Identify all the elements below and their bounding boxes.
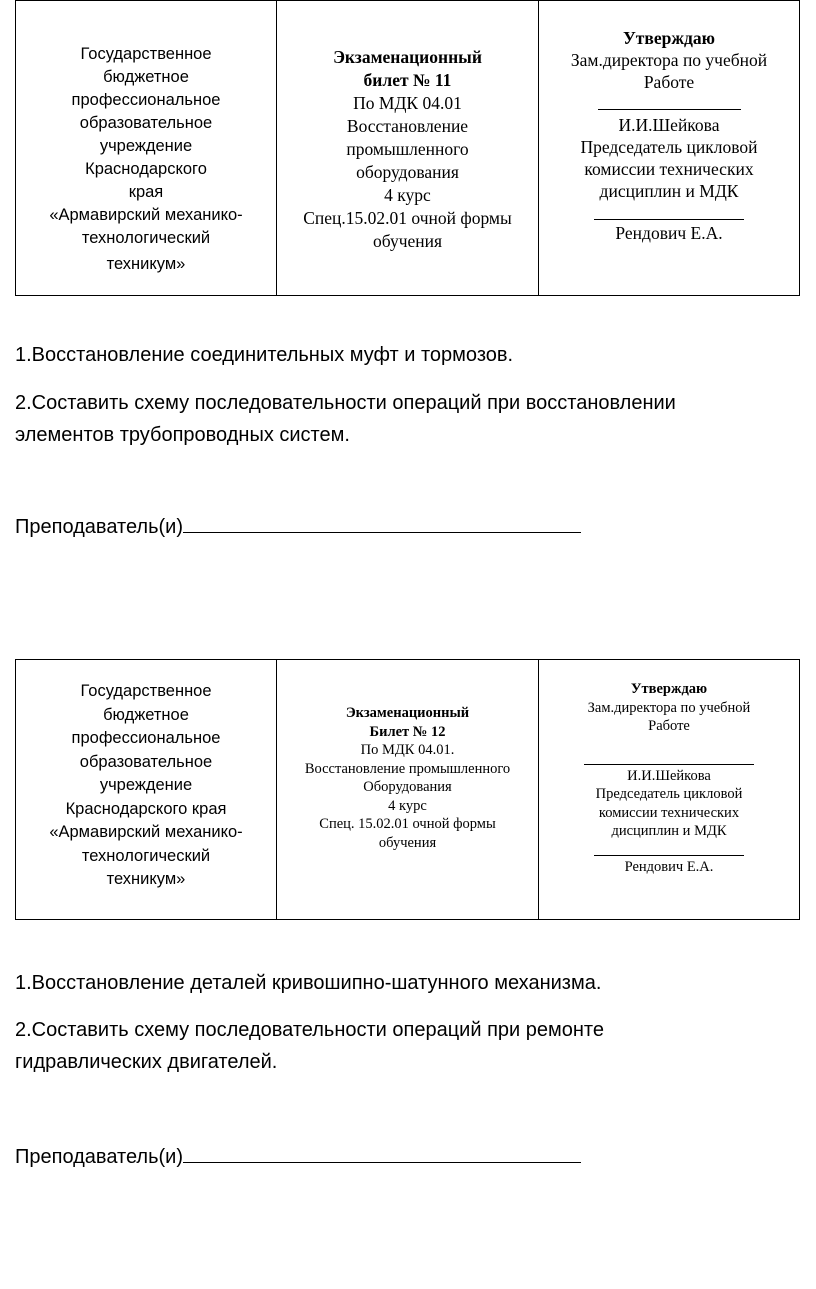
institution-line: образовательное (79, 114, 213, 132)
approval-title: Утверждаю (630, 681, 708, 697)
approval-line: Работе (643, 72, 695, 92)
question-2 (15, 387, 676, 451)
deputy-name: И.И.Шейкова (627, 767, 711, 784)
teacher-signature (15, 512, 581, 541)
ticket-detail-line: 4 курс (384, 185, 431, 205)
institution-line: технологический (81, 846, 211, 865)
institution-line: профессиональное (71, 91, 221, 109)
approval-line: Зам.директора по учебной (570, 50, 768, 70)
institution-line: учреждение (99, 137, 193, 155)
institution-line: Краснодарского края (65, 799, 227, 818)
ticket-detail-line: обучения (372, 231, 443, 251)
institution-line: края (128, 183, 164, 201)
ticket-detail-line: Спец.15.02.01 очной формы (303, 208, 512, 228)
institution-line: Государственное (80, 682, 212, 700)
approval-line: Работе (648, 718, 690, 734)
ticket-info-cell (277, 660, 539, 920)
institution-line: техникум» (106, 255, 186, 273)
institution-line: учреждение (99, 776, 193, 794)
ticket-title: Экзаменационный (345, 705, 470, 721)
teacher-signature-line (183, 1142, 581, 1163)
approval-title: Утверждаю (622, 28, 716, 48)
institution-line: технологический (81, 229, 211, 247)
question-1: 1.Восстановление деталей кривошипно-шатунного механизма. (15, 972, 602, 994)
teacher-label: Преподаватель(и) (15, 1146, 183, 1168)
ticket-detail-line: оборудования (356, 162, 459, 182)
chair-line: Председатель цикловой (580, 137, 758, 157)
institution-line: «Армавирский механико- (49, 206, 243, 224)
chair-line: комиссии технических (598, 804, 740, 821)
ticket-detail-line: обучения (378, 834, 437, 851)
question-2-line: 2.Составить схему последовательности операций при ремонте (15, 1019, 604, 1041)
question-2-line: 2.Составить схему последовательности операций при восстановлении (15, 392, 676, 414)
question-2-line: гидравлических двигателей. (15, 1051, 278, 1073)
institution-line: Краснодарского (85, 160, 207, 178)
ticket-info-cell (277, 1, 539, 296)
ticket-detail-line: По МДК 04.01 (353, 93, 462, 113)
ticket-number: Билет № 12 (369, 723, 446, 740)
deputy-name: И.И.Шейкова (618, 115, 720, 135)
institution-line: образовательное (79, 752, 213, 771)
chair-line: комиссии технических (584, 159, 754, 179)
institution-line: Государственное (80, 45, 212, 63)
chair-line: дисциплин и МДК (599, 181, 739, 201)
approval-line: Зам.директора по учебной (587, 699, 751, 716)
ticket-number: билет № 11 (363, 70, 452, 90)
institution-line: бюджетное (103, 68, 189, 86)
institution-cell (16, 660, 277, 920)
ticket-detail-line: Восстановление промышленного (304, 760, 511, 777)
ticket-detail-line: Восстановление (346, 116, 469, 136)
chair-name: Рендович Е.А. (615, 223, 723, 243)
chair-line: дисциплин и МДК (611, 823, 727, 839)
approval-cell (539, 1, 800, 296)
teacher-label: Преподаватель(и) (15, 516, 183, 538)
ticket-detail-line: 4 курс (388, 797, 427, 814)
ticket-title: Экзаменационный (333, 47, 482, 67)
signature-line (594, 219, 744, 220)
chair-line: Председатель цикловой (595, 786, 743, 802)
signature-line (584, 764, 754, 765)
institution-line: техникум» (106, 870, 186, 888)
signature-line (594, 855, 744, 856)
ticket-detail-line: Спец. 15.02.01 очной формы (319, 816, 496, 832)
ticket-detail-line: По МДК 04.01. (360, 742, 455, 758)
question-2-line: элементов трубопроводных систем. (15, 424, 350, 446)
teacher-signature (15, 1142, 581, 1171)
ticket-detail-line: промышленного (346, 139, 469, 159)
institution-line: бюджетное (103, 705, 189, 724)
question-2 (15, 1014, 604, 1078)
chair-name: Рендович Е.А. (624, 858, 714, 875)
ticket-header-table (15, 659, 800, 920)
institution-cell (16, 1, 277, 296)
ticket-detail-line: Оборудования (363, 779, 452, 795)
institution-line: профессиональное (71, 729, 221, 747)
signature-line (598, 109, 741, 110)
institution-line: «Армавирский механико- (49, 823, 243, 841)
question-1: 1.Восстановление соединительных муфт и тормозов. (15, 344, 514, 366)
approval-cell (539, 660, 800, 920)
ticket-header-table (15, 0, 800, 296)
teacher-signature-line (183, 512, 581, 533)
